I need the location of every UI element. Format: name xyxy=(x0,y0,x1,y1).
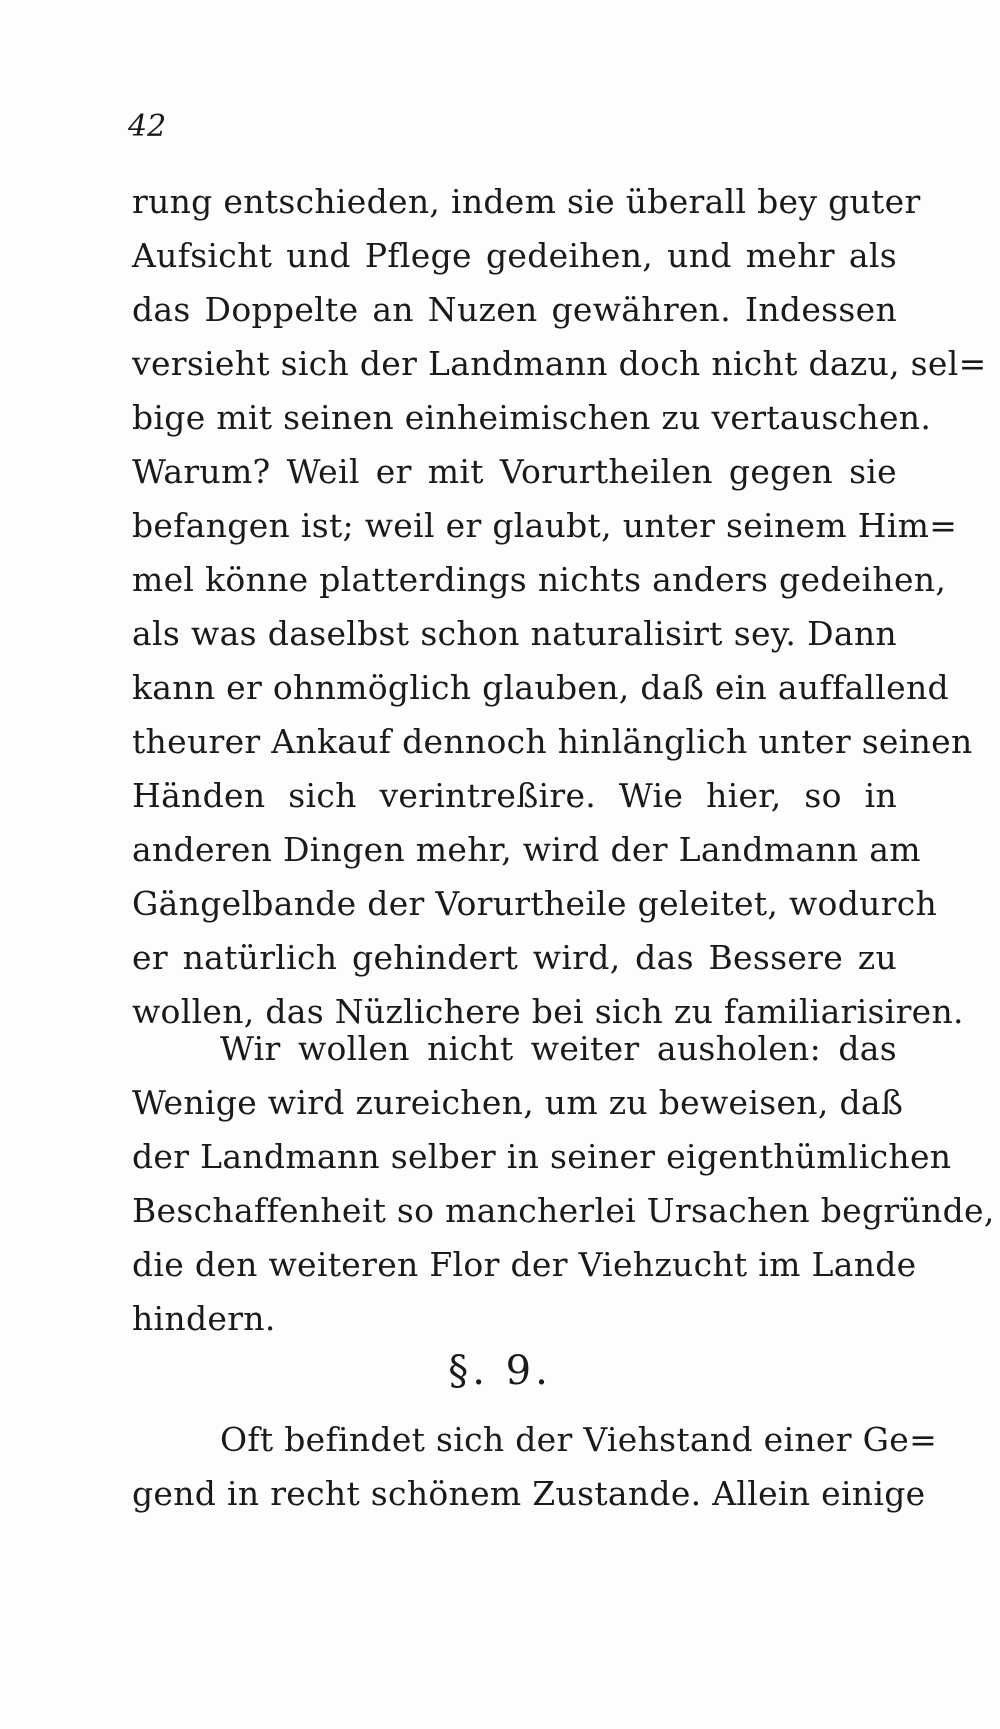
text-line: die den weiteren Flor der Viehzucht im Lande xyxy=(132,1245,917,1284)
text-line: gend in recht schönem Zustande. Allein einige xyxy=(132,1474,926,1513)
text-line: er natürlich gehindert wird, das Bessere zu xyxy=(132,938,897,977)
text-line: anderen Dingen mehr, wird der Landmann am xyxy=(132,830,921,869)
text-line: Oft befindet sich der Viehstand einer Ge= xyxy=(220,1420,938,1459)
text-line: hindern. xyxy=(132,1299,276,1338)
paragraph-1 xyxy=(132,175,987,1039)
text-line: wollen, das Nüzlichere bei sich zu familiarisiren. xyxy=(132,992,964,1031)
text-line: Wir wollen nicht weiter ausholen: das xyxy=(220,1029,897,1068)
text-line: das Doppelte an Nuzen gewähren. Indessen xyxy=(132,290,897,329)
text-line: der Landmann selber in seiner eigenthümlichen xyxy=(132,1137,952,1176)
text-line: kann er ohnmöglich glauben, daß ein auffallend xyxy=(132,668,949,707)
text-line: Händen sich verintreßire. Wie hier, so in xyxy=(132,776,897,815)
text-line: als was daselbst schon naturalisirt sey. Dann xyxy=(132,614,897,653)
text-line: Gängelbande der Vorurtheile geleitet, wodurch xyxy=(132,884,938,923)
text-line: Beschaffenheit so mancherlei Ursachen begründe, xyxy=(132,1191,995,1230)
text-line: Wenige wird zureichen, um zu beweisen, daß xyxy=(132,1083,904,1122)
text-line: Aufsicht und Pflege gedeihen, und mehr als xyxy=(132,236,897,275)
text-line: befangen ist; weil er glaubt, unter seinem Him= xyxy=(132,506,958,545)
text-line: rung entschieden, indem sie überall bey guter xyxy=(132,182,921,221)
text-line: mel könne platterdings nichts anders gedeihen, xyxy=(132,560,947,599)
text-line: theurer Ankauf dennoch hinlänglich unter seinen xyxy=(132,722,973,761)
paragraph-2 xyxy=(132,1022,995,1346)
text-line: versieht sich der Landmann doch nicht dazu, sel= xyxy=(132,344,987,383)
text-line: bige mit seinen einheimischen zu vertauschen. xyxy=(132,398,932,437)
page-number: 42 xyxy=(128,109,167,144)
paragraph-3 xyxy=(132,1413,938,1521)
section-heading: §. 9. xyxy=(448,1348,552,1394)
text-line: Warum? Weil er mit Vorurtheilen gegen sie xyxy=(132,452,897,491)
